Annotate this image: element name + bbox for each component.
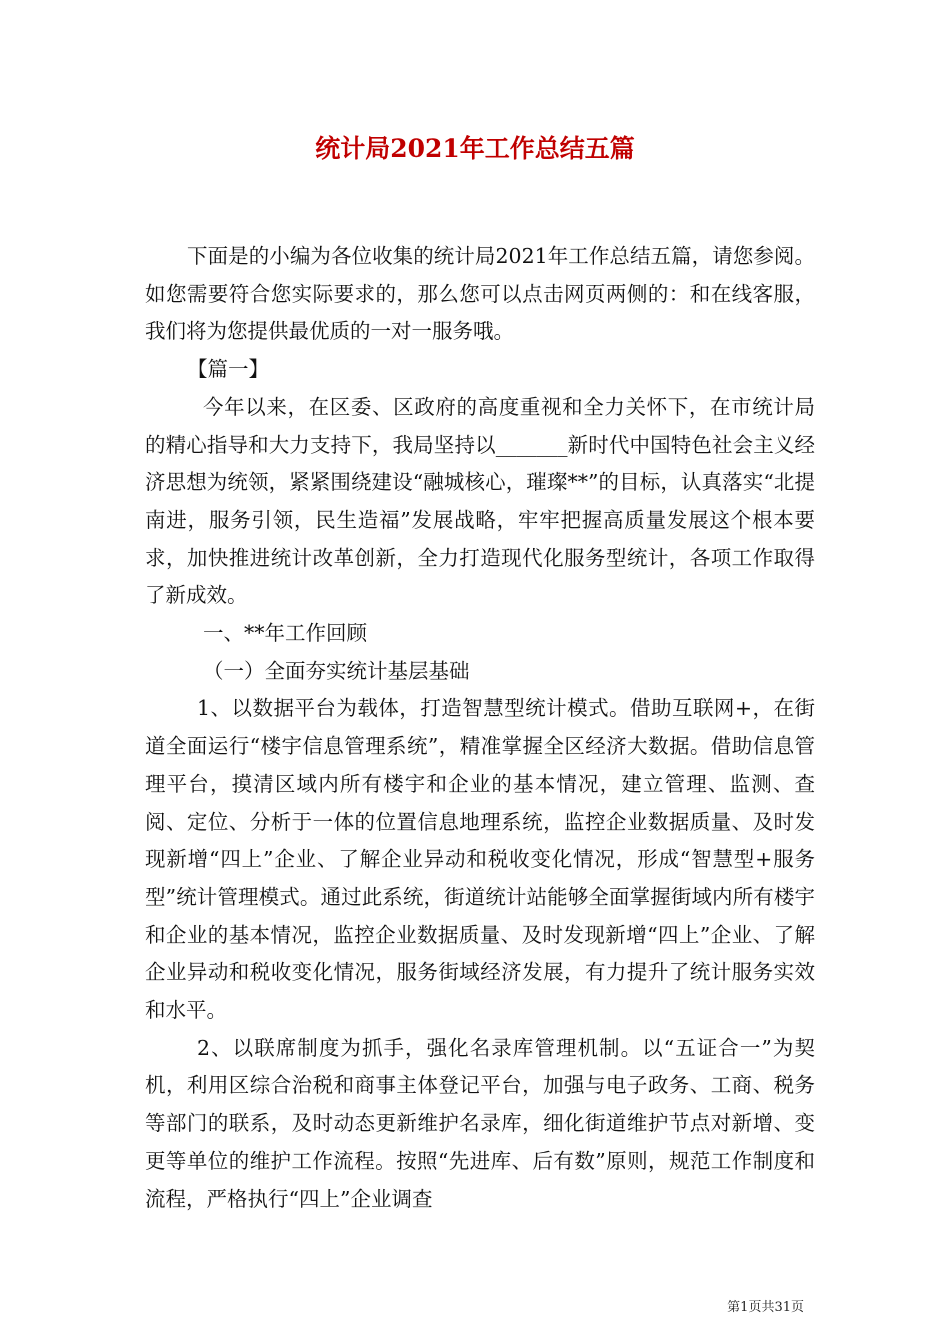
section-heading-part-one: 【篇一】 xyxy=(187,357,269,382)
page-number-footer: 第1页共31页 xyxy=(727,1300,804,1315)
document-title: 统计局2021年工作总结五篇 xyxy=(315,134,635,163)
item-2-paragraph: 2、以联席制度为抓手，强化名录库管理机制。以“五证合一”为契机，利用区综合治税和商事主体登记平台，加强与电子政务、工商、税务等部门的联系，及时动态更新维护名录库，细化街道维护节点对新增、变更等单位的维护工作流程。按照“先进库、后有数”原则，规范工作制度和流程，严格执行“四上”企业调查 xyxy=(145,1035,815,1211)
document-body xyxy=(145,238,815,1218)
part-one-opening-paragraph: 今年以来，在区委、区政府的高度重视和全力关怀下，在市统计局的精心指导和大力支持下，我局坚持以_______新时代中国特色社会主义经济思想为统领，紧紧围绕建设“融城核心，璀璨**”的目标，认真落实“北提南进，服务引领，民生造福”发展战略，牢牢把握高质量发展这个根本要求，加快推进统计改革创新，全力打造现代化服务型统计，各项工作取得了新成效。 xyxy=(145,394,815,608)
heading-work-review: 一、**年工作回顾 xyxy=(203,621,367,646)
subheading-foundation: （一）全面夯实统计基层基础 xyxy=(203,658,470,683)
intro-paragraph: 下面是的小编为各位收集的统计局2021年工作总结五篇，请您参阅。如您需要符合您实际要求的，那么您可以点击网页两侧的：和在线客服，我们将为您提供最优质的一对一服务哦。 xyxy=(145,244,815,344)
item-1-paragraph: 1、以数据平台为载体，打造智慧型统计模式。借助互联网+，在街道全面运行“楼宇信息管理系统”，精准掌握全区经济大数据。借助信息管理平台，摸清区域内所有楼宇和企业的基本情况，建立管理、监测、查阅、定位、分析于一体的位置信息地理系统，监控企业数据质量、及时发现新增“四上”企业、了解企业异动和税收变化情况，形成“智慧型+服务型”统计管理模式。通过此系统，街道统计站能够全面掌握街域内所有楼宇和企业的基本情况，监控企业数据质量、及时发现新增“四上”企业、了解企业异动和税收变化情况，服务街域经济发展，有力提升了统计服务实效和水平。 xyxy=(145,696,815,1023)
